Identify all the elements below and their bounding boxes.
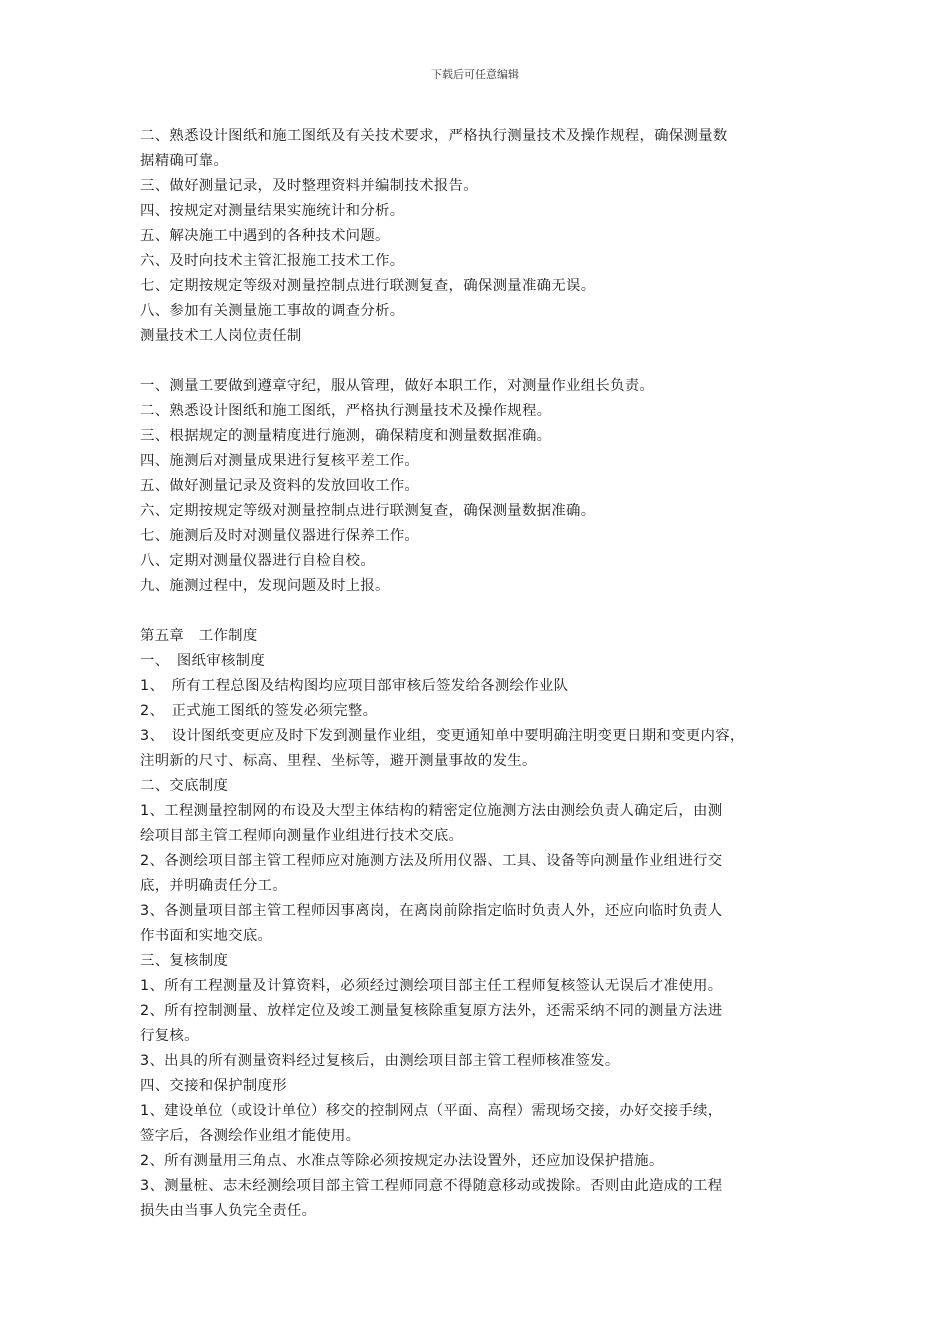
text-line: 1、所有工程测量及计算资料，必须经过测绘项目部主任工程师复核签认无误后才准使用。 bbox=[140, 978, 723, 994]
blank-line bbox=[140, 599, 830, 624]
text-line: 八、参加有关测量施工事故的调查分析。 bbox=[140, 303, 405, 319]
text-line: 四、按规定对测量结果实施统计和分析。 bbox=[140, 203, 405, 219]
text-line: 二、交底制度 bbox=[140, 778, 229, 794]
page-header-note: 下载后可任意编辑 bbox=[431, 68, 519, 81]
text-line: 底，并明确责任分工。 bbox=[140, 878, 287, 894]
text-line: 九、施测过程中，发现问题及时上报。 bbox=[140, 578, 390, 594]
text-line: 七、施测后及时对测量仪器进行保养工作。 bbox=[140, 528, 420, 544]
text-line: 签字后，各测绘作业组才能使用。 bbox=[140, 1128, 361, 1144]
text-line: 五、做好测量记录及资料的发放回收工作。 bbox=[140, 478, 420, 494]
text-line: 绘项目部主管工程师向测量作业组进行技术交底。 bbox=[140, 828, 464, 844]
text-line: 八、定期对测量仪器进行自检自校。 bbox=[140, 553, 376, 569]
text-line: 损失由当事人负完全责任。 bbox=[140, 1203, 317, 1219]
text-line: 3、各测量项目部主管工程师因事离岗，在离岗前除指定临时负责人外，还应向临时负责人 bbox=[140, 903, 723, 919]
text-line: 2、 正式施工图纸的签发必须完整。 bbox=[140, 703, 378, 719]
text-line: 据精确可靠。 bbox=[140, 153, 229, 169]
text-line: 七、定期按规定等级对测量控制点进行联测复查，确保测量准确无误。 bbox=[140, 278, 596, 294]
text-line: 2、所有测量用三角点、水准点等除必须按规定办法设置外，还应加设保护措施。 bbox=[140, 1153, 664, 1169]
text-line: 注明新的尺寸、标高、里程、坐标等，避开测量事故的发生。 bbox=[140, 753, 537, 769]
text-line: 1、 所有工程总图及结构图均应项目部审核后签发给各测绘作业队 bbox=[140, 678, 569, 694]
text-line: 1、工程测量控制网的布设及大型主体结构的精密定位施测方法由测绘负责人确定后，由测 bbox=[140, 803, 723, 819]
text-line: 三、做好测量记录，及时整理资料并编制技术报告。 bbox=[140, 178, 478, 194]
text-line: 1、建设单位（或设计单位）移交的控制网点（平面、高程）需现场交接，办好交接手续， bbox=[140, 1103, 723, 1119]
text-line: 3、测量桩、志未经测绘项目部主管工程师同意不得随意移动或拨除。否则由此造成的工程 bbox=[140, 1178, 723, 1194]
blank-line bbox=[140, 349, 830, 374]
text-line: 3、 设计图纸变更应及时下发到测量作业组，变更通知单中要明确注明变更日期和变更内容， bbox=[140, 728, 745, 744]
text-line: 四、施测后对测量成果进行复核平差工作。 bbox=[140, 453, 420, 469]
text-line: 3、出具的所有测量资料经过复核后，由测绘项目部主管工程师核准签发。 bbox=[140, 1053, 620, 1069]
text-line: 六、定期按规定等级对测量控制点进行联测复查，确保测量数据准确。 bbox=[140, 503, 596, 519]
text-line: 四、交接和保护制度形 bbox=[140, 1078, 287, 1094]
text-line: 2、所有控制测量、放样定位及竣工测量复核除重复原方法外，还需采纳不同的测量方法进 bbox=[140, 1003, 723, 1019]
text-line: 六、及时向技术主管汇报施工技术工作。 bbox=[140, 253, 405, 269]
text-line: 一、测量工要做到遵章守纪，服从管理，做好本职工作，对测量作业组长负责。 bbox=[140, 378, 655, 394]
text-line: 三、复核制度 bbox=[140, 953, 229, 969]
text-line: 三、根据规定的测量精度进行施测，确保精度和测量数据准确。 bbox=[140, 428, 552, 444]
text-line: 2、各测绘项目部主管工程师应对施测方法及所用仪器、工具、设备等向测量作业组进行交 bbox=[140, 853, 723, 869]
text-line: 测量技术工人岗位责任制 bbox=[140, 328, 302, 344]
text-line: 行复核。 bbox=[140, 1028, 199, 1044]
text-line: 二、熟悉设计图纸和施工图纸及有关技术要求，严格执行测量技术及操作规程，确保测量数 bbox=[140, 128, 728, 144]
text-line: 五、解决施工中遇到的各种技术问题。 bbox=[140, 228, 390, 244]
text-line: 二、熟悉设计图纸和施工图纸，严格执行测量技术及操作规程。 bbox=[140, 403, 552, 419]
document-body bbox=[140, 124, 830, 1224]
text-line: 一、 图纸审核制度 bbox=[140, 653, 266, 669]
text-line: 作书面和实地交底。 bbox=[140, 928, 273, 944]
text-line: 第五章 工作制度 bbox=[140, 628, 258, 644]
